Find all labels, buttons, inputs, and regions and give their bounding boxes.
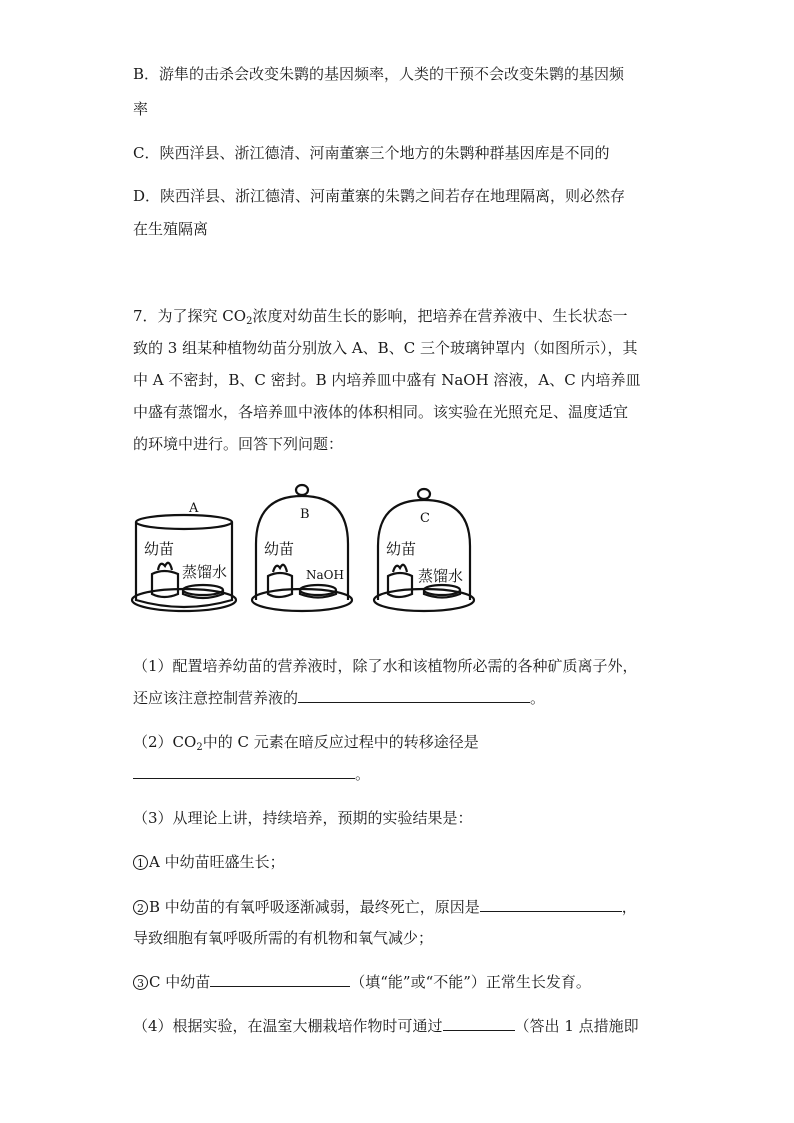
jar-a-plant xyxy=(158,563,172,570)
experiment-figure xyxy=(130,482,480,622)
question-7-line4: 中盛有蒸馏水，各培养皿中液体的体积相同。该实验在光照充足、温度适宜 xyxy=(133,403,629,421)
circled-number-3: 3 xyxy=(133,975,148,990)
q7-text-b: 浓度对幼苗生长的影响，把培养在营养液中、生长状态一 xyxy=(252,307,628,325)
sub-question-3-item1 xyxy=(133,852,285,872)
answer-blank-5[interactable] xyxy=(443,1016,515,1031)
label-a: A xyxy=(189,501,199,516)
sub-question-3-line1: （3）从理论上讲，持续培养，预期的实验结果是： xyxy=(133,809,473,827)
label-c-seedling: 幼苗 xyxy=(386,540,417,558)
option-c: C．陕西洋县、浙江德清、河南董寨三个地方的朱鹮种群基因库是不同的 xyxy=(133,144,610,162)
jar-a-beaker xyxy=(152,571,178,597)
answer-blank-3[interactable] xyxy=(480,897,622,912)
item3-text-a: C 中幼苗 xyxy=(149,973,211,991)
sub2-subscript: 2 xyxy=(196,742,203,753)
jar-b-plant xyxy=(273,565,287,572)
item2-text: B 中幼苗的有氧呼吸逐渐减弱，最终死亡，原因是 xyxy=(149,898,480,916)
question-7-line3: 中 A 不密封，B、C 密封。B 内培养皿中盛有 NaOH 溶液，A、C 内培养皿 xyxy=(133,371,641,389)
label-a-seedling: 幼苗 xyxy=(144,540,175,558)
sub-question-2-line1 xyxy=(133,732,479,752)
q7-subscript: 2 xyxy=(246,316,253,327)
label-b: B xyxy=(300,507,310,522)
item2-end: ， xyxy=(621,898,637,916)
answer-blank-4[interactable] xyxy=(210,972,350,987)
sub-question-1-line2 xyxy=(133,688,545,708)
question-7-line1 xyxy=(133,306,627,326)
question-7-line5: 的环境中进行。回答下列问题： xyxy=(133,435,344,453)
sub-question-3-item2 xyxy=(133,897,637,917)
jar-c-beaker xyxy=(388,573,412,597)
jar-b-beaker xyxy=(268,573,292,597)
sub1-text: 还应该注意控制营养液的 xyxy=(133,689,299,707)
question-7-line2: 致的 3 组某种植物幼苗分别放入 A、B、C 三个玻璃钟罩内（如图所示），其 xyxy=(133,339,638,357)
circled-number-1: 1 xyxy=(133,855,148,870)
sub-question-3-item2-line2: 导致细胞有氧呼吸所需的有机物和氧气减少； xyxy=(133,929,434,947)
option-b-line2: 率 xyxy=(133,100,149,118)
jar-c-plant xyxy=(393,565,407,572)
label-c-water: 蒸馏水 xyxy=(418,567,464,585)
jar-b-knob xyxy=(296,485,308,495)
answer-blank-2[interactable] xyxy=(133,764,355,779)
sub-question-3-item3 xyxy=(133,972,591,992)
sub2-text-b: 中的 C 元素在暗反应过程中的转移途径是 xyxy=(202,733,479,751)
label-b-seedling: 幼苗 xyxy=(264,540,295,558)
item1-text: A 中幼苗旺盛生长； xyxy=(149,853,285,871)
circled-number-2: 2 xyxy=(133,900,148,915)
label-b-naoh: NaOH xyxy=(306,568,344,582)
jar-c-knob xyxy=(418,489,430,499)
sub2-end: 。 xyxy=(355,765,371,783)
option-b-line1: B．游隼的击杀会改变朱鹮的基因频率，人类的干预不会改变朱鹮的基因频 xyxy=(133,65,625,83)
sub4-text-b: （答出 1 点措施即 xyxy=(514,1017,639,1035)
label-a-water: 蒸馏水 xyxy=(182,563,228,581)
sub4-text-a: （4）根据实验，在温室大棚栽培作物时可通过 xyxy=(133,1017,443,1035)
label-c: C xyxy=(420,511,430,526)
sub-question-1-line1: （1）配置培养幼苗的营养液时，除了水和该植物所必需的各种矿质离子外， xyxy=(133,657,638,675)
q7-text-a: 7．为了探究 CO xyxy=(133,307,247,325)
sub1-end: 。 xyxy=(530,689,546,707)
item3-text-b: （填“能”或“不能”）正常生长发育。 xyxy=(350,973,591,991)
sub2-text-a: （2）CO xyxy=(133,733,197,751)
option-d-line2: 在生殖隔离 xyxy=(133,220,209,238)
answer-blank-1[interactable] xyxy=(298,688,530,703)
sub-question-2-line2 xyxy=(133,764,370,784)
option-d-line1: D．陕西洋县、浙江德清、河南董寨的朱鹮之间若存在地理隔离，则必然存 xyxy=(133,187,626,205)
jar-a-top-rim xyxy=(136,515,232,529)
sub-question-4-line1 xyxy=(133,1016,639,1036)
